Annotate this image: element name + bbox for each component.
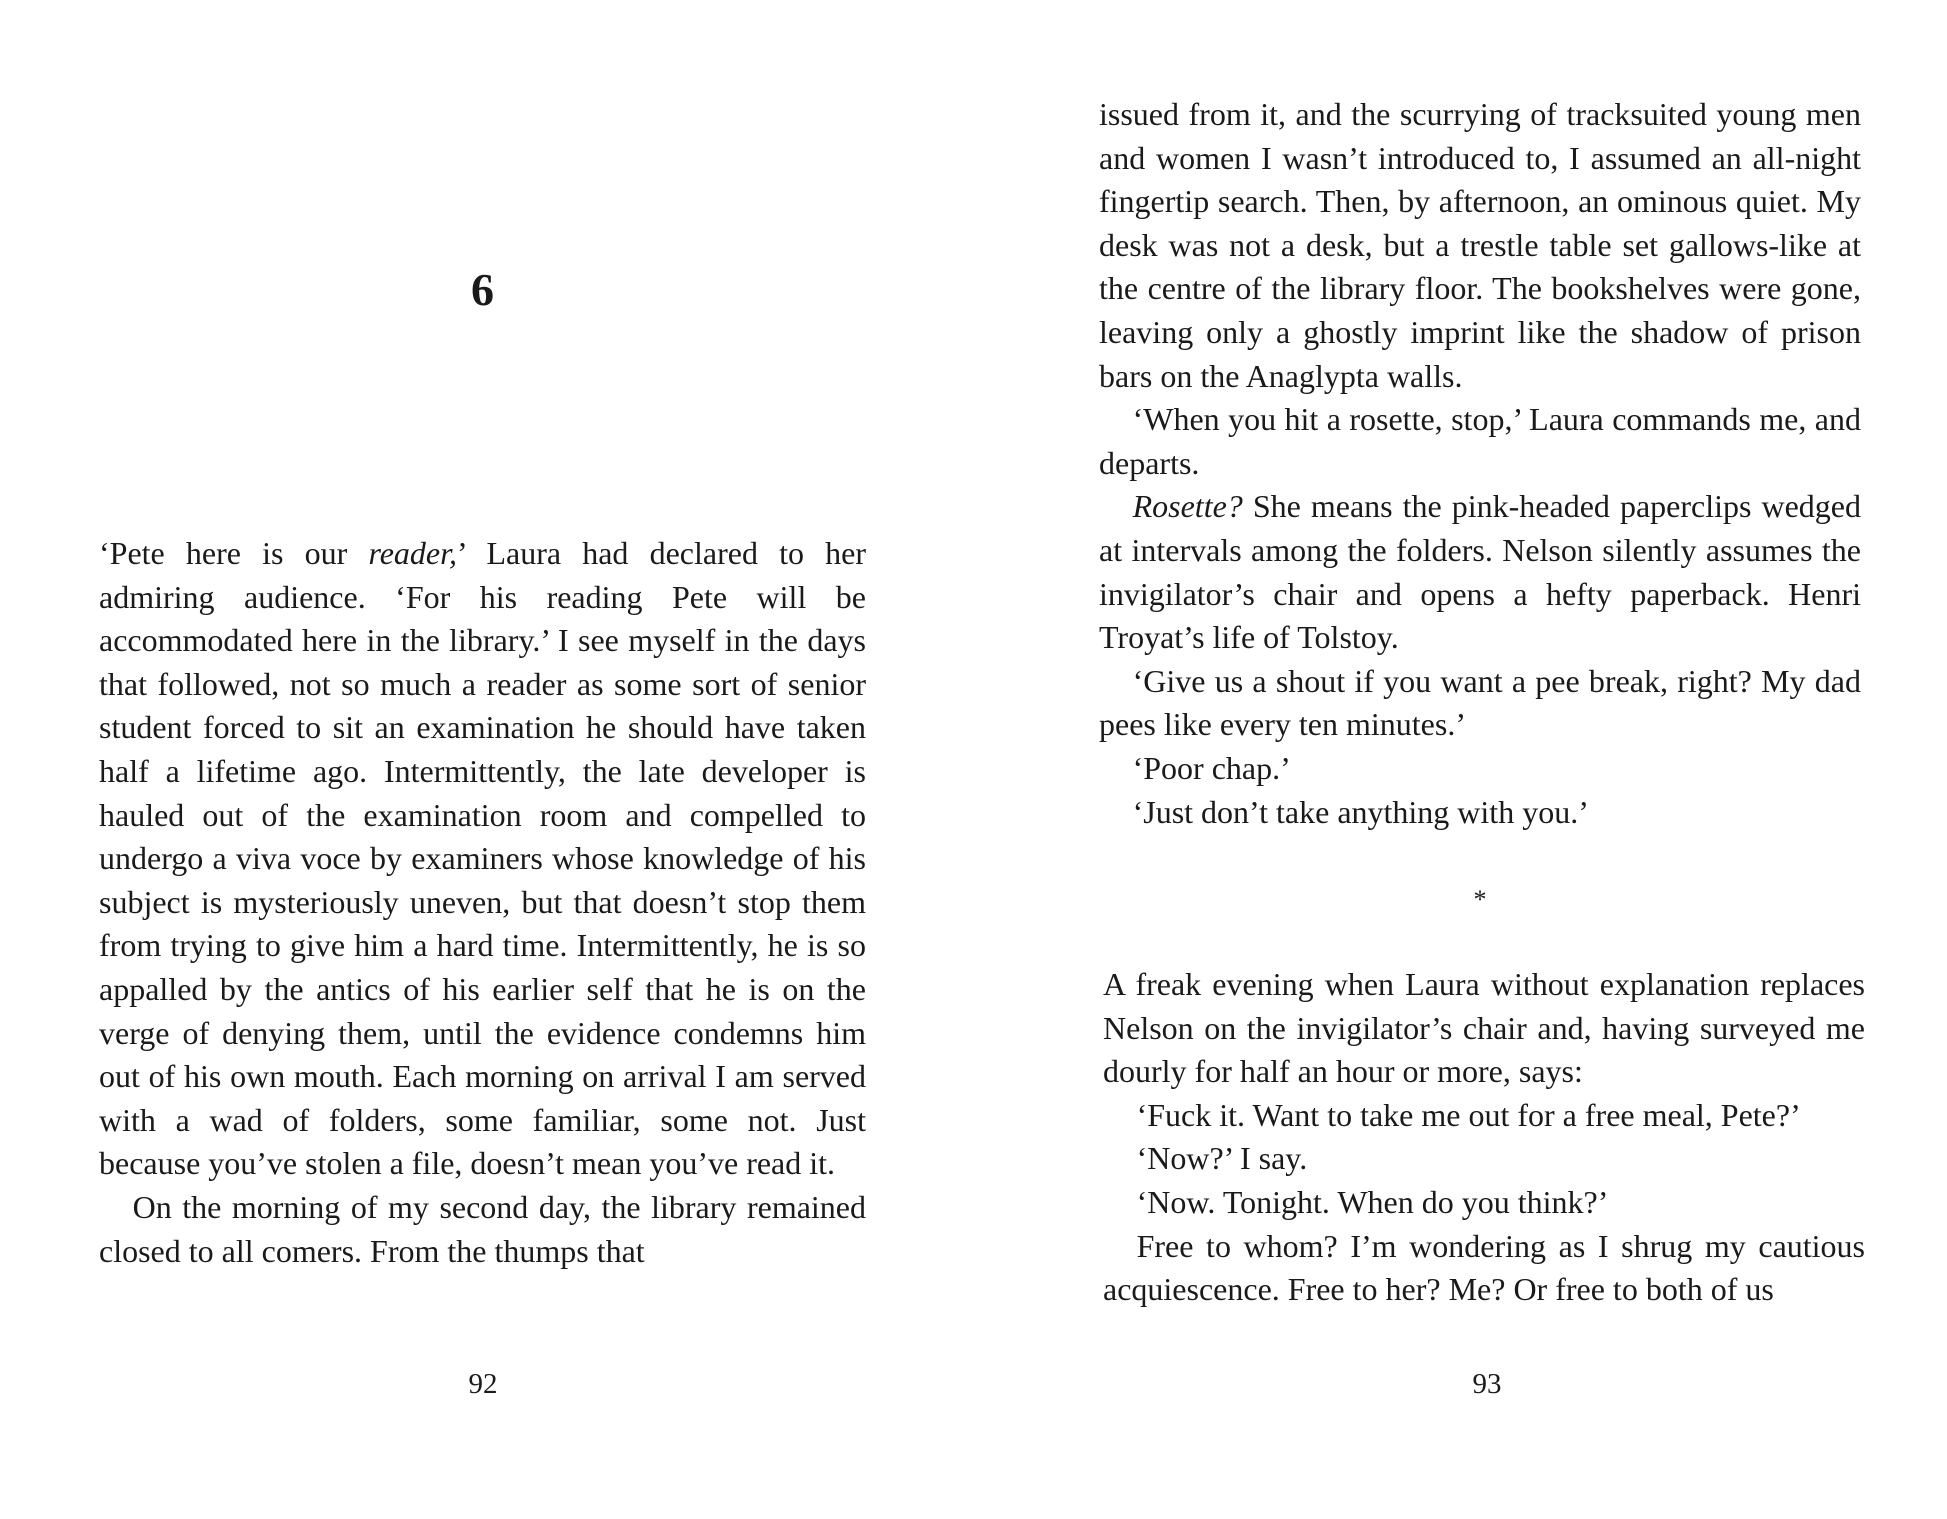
chapter-number: 6 — [471, 264, 494, 315]
paragraph: ‘Poor chap.’ — [1132, 749, 1291, 786]
paragraph: ‘When you hit a rosette, stop,’ Laura commands me, and departs. — [1099, 401, 1861, 481]
paragraph: issued from it, and the scurrying of tracksuited young men and women I wasn’t introduced to, I assumed an all-night fingertip search. Then, by afternoon, an ominous quiet. My desk was not a desk, but a trestle table set gallows-like at the centre of the library floor. The bookshelves were gone, leaving only a ghostly imprint like the shadow of prison bars on the Anaglypta walls. — [1099, 96, 1861, 394]
paragraph: ‘Just don’t take anything with you.’ — [1132, 793, 1589, 830]
paragraph-text: She means the pink-headed paperclips wedged at intervals among the folders. Nelson silently assumes the invigilator’s chair and opens a hefty paperback. Henri Troyat’s life of Tolstoy. — [1099, 488, 1861, 656]
paragraph: ‘Now. Tonight. When do you think?’ — [1136, 1183, 1609, 1220]
paragraph: A freak evening when Laura without explanation replaces Nelson on the invigilator’s chair and, having surveyed me dourly for half an hour or more, says: — [1103, 966, 1865, 1090]
paragraph: ‘Now?’ I say. — [1136, 1140, 1308, 1177]
paragraph: ‘Give us a shout if you want a pee break, right? My dad pees like every ten minutes.’ — [1099, 662, 1861, 743]
paragraph — [99, 532, 866, 1186]
right-page-text-continued — [1103, 963, 1865, 1312]
page-number: 92 — [468, 1368, 498, 1400]
paragraph: ‘Fuck it. Want to take me out for a free meal, Pete?’ — [1136, 1096, 1801, 1133]
left-page — [0, 0, 973, 1519]
right-page — [973, 0, 1946, 1519]
paragraph-text: ‘Pete here is our — [99, 535, 369, 571]
scene-break-asterisk: * — [1473, 885, 1487, 914]
paragraph: Free to whom? I’m wondering as I shrug my cautious acquiescence. Free to her? Me? Or free to both of us — [1103, 1227, 1865, 1308]
left-page-text — [99, 532, 866, 1273]
paragraph — [1099, 485, 1861, 659]
italic-text: Rosette? — [1132, 488, 1243, 525]
page-number: 93 — [1472, 1368, 1502, 1400]
right-page-text — [1099, 93, 1861, 834]
paragraph: On the morning of my second day, the library remained closed to all comers. From the thumps that — [99, 1188, 866, 1269]
paragraph-text: ’ Laura had declared to her admiring audience. ‘For his reading Pete will be accommodated here in the library.’ I see myself in the days that followed, not so much a reader as some sort of senior student forced to sit an examination he should have taken half a lifetime ago. Intermittently, the late developer is hauled out of the examination room and compelled to undergo a viva voce by examiners whose knowledge of his subject is mysteriously uneven, but that doesn’t stop them from trying to give him a hard time. Intermittently, he is so appalled by the antics of his earlier self that he is on the verge of denying them, until the evidence condemns him out of his own mouth. Each morning on arrival I am served with a wad of folders, some familiar, some not. Just because you’ve stolen a file, doesn’t mean you’ve read it. — [99, 535, 866, 1182]
italic-text: reader, — [368, 535, 458, 571]
